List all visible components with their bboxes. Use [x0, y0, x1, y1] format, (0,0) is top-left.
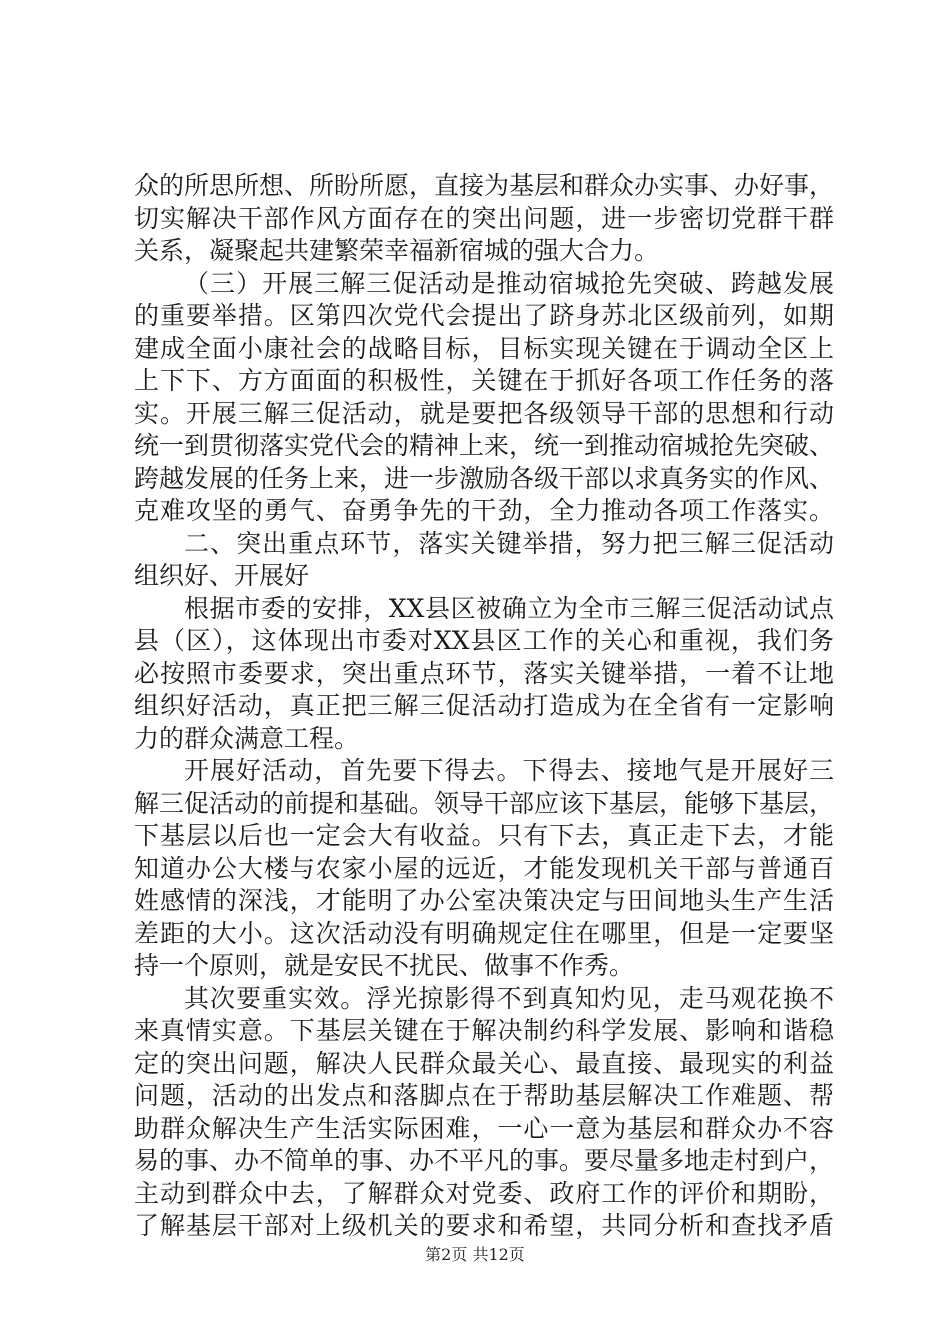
document-body: [134, 170, 834, 1243]
text-line: 易的事、办不简单的事、办不平凡的事。要尽量多地走村到户，: [134, 1146, 834, 1175]
text-line: 了解基层干部对上级机关的要求和希望，共同分析和查找矛盾: [134, 1211, 834, 1240]
text-line: 姓感情的深浅，才能明了办公室决策决定与田间地头生产生活: [134, 886, 834, 915]
text-line: 助群众解决生产生活实际困难，一心一意为基层和群众办不容: [134, 1113, 834, 1143]
text-line: 实。开展三解三促活动，就是要把各级领导干部的思想和行动: [134, 398, 834, 428]
text-line: 克难攻坚的勇气、奋勇争先的干劲，全力推动各项工作落实。: [134, 496, 834, 525]
text-line: 切实解决干部作风方面存在的突出问题，进一步密切党群干群: [134, 203, 834, 233]
text-line: 统一到贯彻落实党代会的精神上来，统一到推动宿城抢先突破、: [134, 431, 834, 460]
text-line: 下基层以后也一定会大有收益。只有下去，真正走下去，才能: [134, 821, 834, 850]
text-line: 主动到群众中去，了解群众对党委、政府工作的评价和期盼，: [134, 1178, 834, 1208]
text-line: 力的群众满意工程。: [134, 723, 360, 753]
text-line: 关系，凝聚起共建繁荣幸福新宿城的强大合力。: [134, 236, 660, 265]
text-line: 差距的大小。这次活动没有明确规定住在哪里，但是一定要坚: [134, 918, 834, 948]
text-line: 定的突出问题，解决人民群众最关心、最直接、最现实的利益: [134, 1048, 834, 1078]
text-line: 众的所思所想、所盼所愿，直接为基层和群众办实事、办好事，: [134, 171, 834, 200]
text-line: 组织好、开展好: [134, 561, 310, 590]
text-line: 问题，活动的出发点和落脚点在于帮助基层解决工作难题、帮: [134, 1081, 834, 1110]
text-line: 根据市委的安排，XX县区被确立为全市三解三促活动试点: [184, 593, 834, 623]
text-line: 知道办公大楼与农家小屋的远近，才能发现机关干部与普通百: [134, 853, 834, 883]
text-line: 跨越发展的任务上来，进一步激励各级干部以求真务实的作风、: [134, 463, 834, 493]
text-line: 县（区），这体现出市委对XX县区工作的关心和重视，我们务: [134, 626, 834, 655]
text-line: 二、突出重点环节，落实关键举措，努力把三解三促活动: [184, 528, 834, 558]
text-line: （三）开展三解三促活动是推动宿城抢先突破、跨越发展: [184, 268, 834, 298]
text-line: 上下下、方方面面的积极性，关键在于抓好各项工作任务的落: [134, 366, 834, 395]
text-line: 组织好活动，真正把三解三促活动打造成为在全省有一定影响: [134, 691, 834, 720]
text-line: 开展好活动，首先要下得去。下得去、接地气是开展好三: [184, 756, 834, 785]
text-line: 持一个原则，就是安民不扰民、做事不作秀。: [134, 951, 635, 980]
text-line: 其次要重实效。浮光掠影得不到真知灼见，走马观花换不: [184, 983, 834, 1013]
text-line: 必按照市委要求，突出重点环节，落实关键举措，一着不让地: [134, 658, 834, 688]
text-line: 解三促活动的前提和基础。领导干部应该下基层，能够下基层，: [134, 788, 834, 818]
text-line: 建成全面小康社会的战略目标，目标实现关键在于调动全区上: [134, 333, 834, 363]
text-line: 来真情实意。下基层关键在于解决制约科学发展、影响和谐稳: [134, 1016, 834, 1045]
text-line: 的重要举措。区第四次党代会提出了跻身苏北区级前列，如期: [134, 301, 834, 330]
page-number: 第2页 共12页: [425, 1245, 525, 1264]
